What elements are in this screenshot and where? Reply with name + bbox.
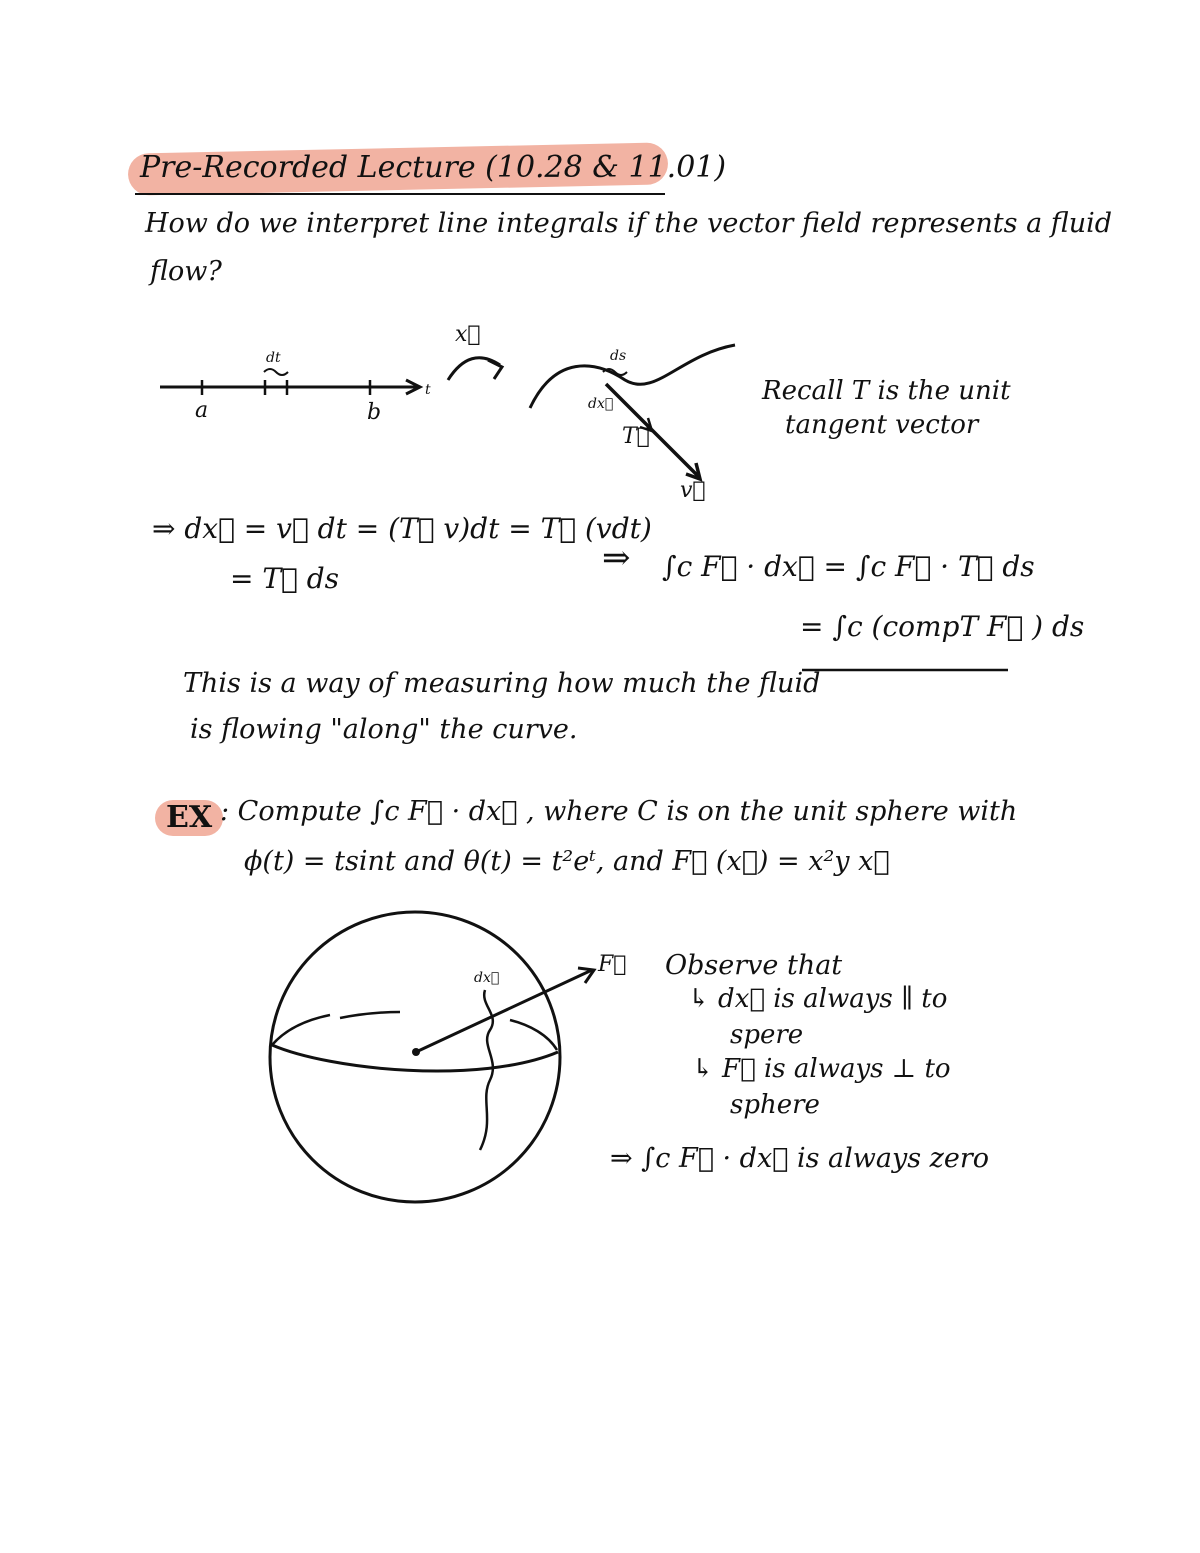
observe-item-2-line-2: sphere bbox=[730, 1090, 820, 1120]
recall-line-1: Recall T is the unit bbox=[762, 376, 1011, 406]
ds-label: ds bbox=[610, 348, 627, 364]
derivation-implies: ⇒ bbox=[602, 538, 631, 578]
v-vector-label: v⃗ bbox=[680, 478, 706, 503]
question-line-1: How do we interpret line integrals if the vector field represents a fluid bbox=[145, 208, 1113, 239]
interpretation-line-1: This is a way of measuring how much the fluid bbox=[183, 668, 821, 699]
observe-item-2-line-1: ↳ F⃗ is always ⊥ to bbox=[692, 1054, 951, 1084]
dt-label: dt bbox=[266, 350, 281, 366]
interpretation-line-2: is flowing "along" the curve. bbox=[190, 714, 578, 745]
derivation-line-1: ⇒ dx⃗ = v⃗ dt = (T⃗ v)dt = T⃗ (vdt) bbox=[152, 512, 652, 545]
observe-conclusion: ⇒ ∫c F⃗ · dx⃗ is always zero bbox=[610, 1143, 990, 1174]
sphere-dx-label: dx⃗ bbox=[474, 970, 500, 986]
example-line-1: : Compute ∫c F⃗ · dx⃗ , where C is on the unit sphere with bbox=[220, 796, 1018, 827]
example-label: EX bbox=[166, 800, 213, 835]
t-axis-label: t bbox=[425, 382, 431, 398]
t-vector-label: T⃗ bbox=[622, 424, 650, 449]
map-x-label: x⃗ bbox=[455, 322, 481, 347]
example-line-2: ϕ(t) = tsint and θ(t) = t²eᵗ, and F⃗ (x⃗) = x²y x⃗ bbox=[244, 846, 890, 877]
point-b-label: b bbox=[367, 400, 382, 425]
point-a-label: a bbox=[195, 398, 209, 423]
dx-label: dx⃗ bbox=[588, 396, 614, 412]
derivation-line-2: = T⃗ ds bbox=[230, 562, 340, 595]
observe-heading: Observe that bbox=[665, 950, 843, 981]
sphere-f-label: F⃗ bbox=[598, 952, 627, 977]
observe-item-1-line-2: spere bbox=[730, 1020, 804, 1050]
page-title: Pre-Recorded Lecture (10.28 & 11.01) bbox=[140, 150, 727, 185]
integral-line-1: ∫c F⃗ · dx⃗ = ∫c F⃗ · T⃗ ds bbox=[662, 550, 1035, 583]
observe-item-1-line-1: ↳ dx⃗ is always ∥ to bbox=[688, 984, 948, 1014]
recall-line-2: tangent vector bbox=[785, 410, 979, 440]
question-line-2: flow? bbox=[150, 256, 222, 287]
integral-line-2: = ∫c (compT F⃗ ) ds bbox=[800, 610, 1085, 643]
